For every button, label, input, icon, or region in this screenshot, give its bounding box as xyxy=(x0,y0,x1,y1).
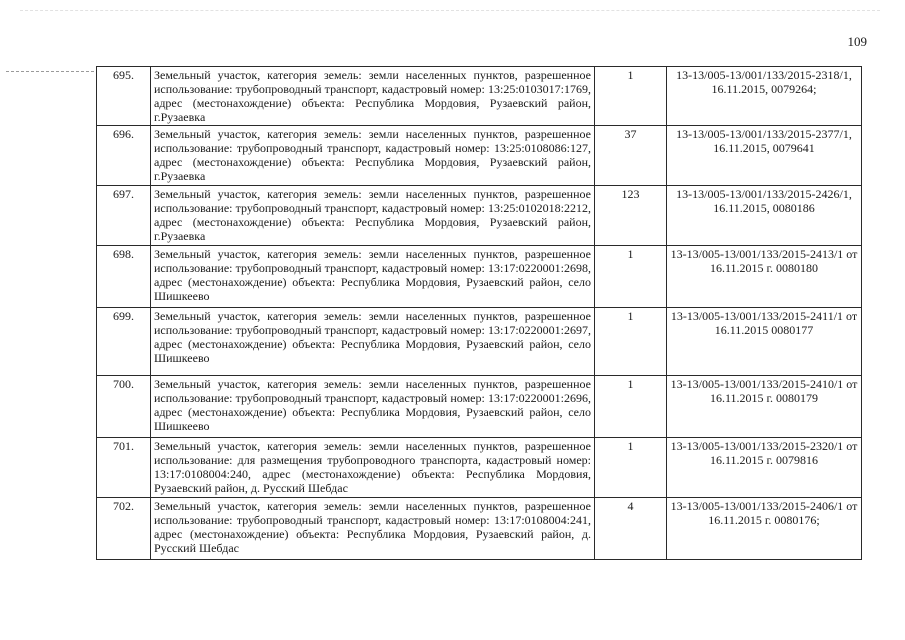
row-area: 1 xyxy=(595,438,667,498)
row-number: 701. xyxy=(97,438,151,498)
row-number: 702. xyxy=(97,498,151,560)
table-row xyxy=(97,498,862,560)
row-registration: 13-13/005-13/001/133/2015-2413/1 от 16.11.2015 г. 0080180 xyxy=(667,246,862,308)
registry-table xyxy=(96,66,862,560)
row-number: 697. xyxy=(97,186,151,246)
row-description: Земельный участок, категория земель: земли населенных пунктов, разрешенное использование: трубопроводный транспорт, кадастровый номер: 13:17:0220001:2696, адрес (местонахождение) объекта: Республика Мордовия, Рузаевский район, село Шишкеево xyxy=(151,376,595,438)
row-description: Земельный участок, категория земель: земли населенных пунктов, разрешенное использование: трубопроводный транспорт, кадастровый номер: 13:17:0108004:241, адрес (местонахождение) объекта: Республика Мордовия, Рузаевский район, д. Русский Шебдас xyxy=(151,498,595,560)
table-row xyxy=(97,438,862,498)
table-row xyxy=(97,376,862,438)
row-area: 1 xyxy=(595,308,667,376)
row-description: Земельный участок, категория земель: земли населенных пунктов, разрешенное использование: для размещения трубопроводного транспорта, кадастровый номер: 13:17:0108004:240, адрес (местонахождение) объекта: Республика Мордовия, Рузаевский район, д. Русский Шебдас xyxy=(151,438,595,498)
scan-artifact-left xyxy=(6,71,94,72)
table-row xyxy=(97,308,862,376)
row-number: 700. xyxy=(97,376,151,438)
registry-body xyxy=(97,67,862,560)
row-description: Земельный участок, категория земель: земли населенных пунктов, разрешенное использование: трубопроводный транспорт, кадастровый номер: 13:25:0103017:1769, адрес (местонахождение) объекта: Республика Мордовия, Рузаевский район, г.Рузаевка xyxy=(151,67,595,126)
row-registration: 13-13/005-13/001/133/2015-2411/1 от 16.11.2015 0080177 xyxy=(667,308,862,376)
row-registration: 13-13/005-13/001/133/2015-2410/1 от 16.11.2015 г. 0080179 xyxy=(667,376,862,438)
table-row xyxy=(97,246,862,308)
row-registration: 13-13/005-13/001/133/2015-2318/1, 16.11.2015, 0079264; xyxy=(667,67,862,126)
row-number: 696. xyxy=(97,126,151,186)
row-registration: 13-13/005-13/001/133/2015-2426/1, 16.11.2015, 0080186 xyxy=(667,186,862,246)
row-number: 698. xyxy=(97,246,151,308)
scan-artifact-top xyxy=(20,10,880,15)
row-registration: 13-13/005-13/001/133/2015-2320/1 от 16.11.2015 г. 0079816 xyxy=(667,438,862,498)
row-area: 1 xyxy=(595,376,667,438)
table-row xyxy=(97,186,862,246)
row-registration: 13-13/005-13/001/133/2015-2406/1 от 16.11.2015 г. 0080176; xyxy=(667,498,862,560)
row-area: 4 xyxy=(595,498,667,560)
row-description: Земельный участок, категория земель: земли населенных пунктов, разрешенное использование: трубопроводный транспорт, кадастровый номер: 13:25:0102018:2212, адрес (местонахождение) объекта: Республика Мордовия, Рузаевский район, г.Рузаевка xyxy=(151,186,595,246)
row-description: Земельный участок, категория земель: земли населенных пунктов, разрешенное использование: трубопроводный транспорт, кадастровый номер: 13:17:0220001:2698, адрес (местонахождение) объекта: Республика Мордовия, Рузаевский район, село Шишкеево xyxy=(151,246,595,308)
row-registration: 13-13/005-13/001/133/2015-2377/1, 16.11.2015, 0079641 xyxy=(667,126,862,186)
row-description: Земельный участок, категория земель: земли населенных пунктов, разрешенное использование: трубопроводный транспорт, кадастровый номер: 13:17:0220001:2697, адрес (местонахождение) объекта: Республика Мордовия, Рузаевский район, село Шишкеево xyxy=(151,308,595,376)
row-number: 695. xyxy=(97,67,151,126)
row-area: 123 xyxy=(595,186,667,246)
row-description: Земельный участок, категория земель: земли населенных пунктов, разрешенное использование: трубопроводный транспорт, кадастровый номер: 13:25:0108086:127, адрес (местонахождение) объекта: Республика Мордовия, Рузаевский район, г.Рузаевка xyxy=(151,126,595,186)
row-area: 37 xyxy=(595,126,667,186)
page-number: 109 xyxy=(847,34,867,49)
table-row xyxy=(97,126,862,186)
row-area: 1 xyxy=(595,67,667,126)
table-row xyxy=(97,67,862,126)
row-area: 1 xyxy=(595,246,667,308)
row-number: 699. xyxy=(97,308,151,376)
